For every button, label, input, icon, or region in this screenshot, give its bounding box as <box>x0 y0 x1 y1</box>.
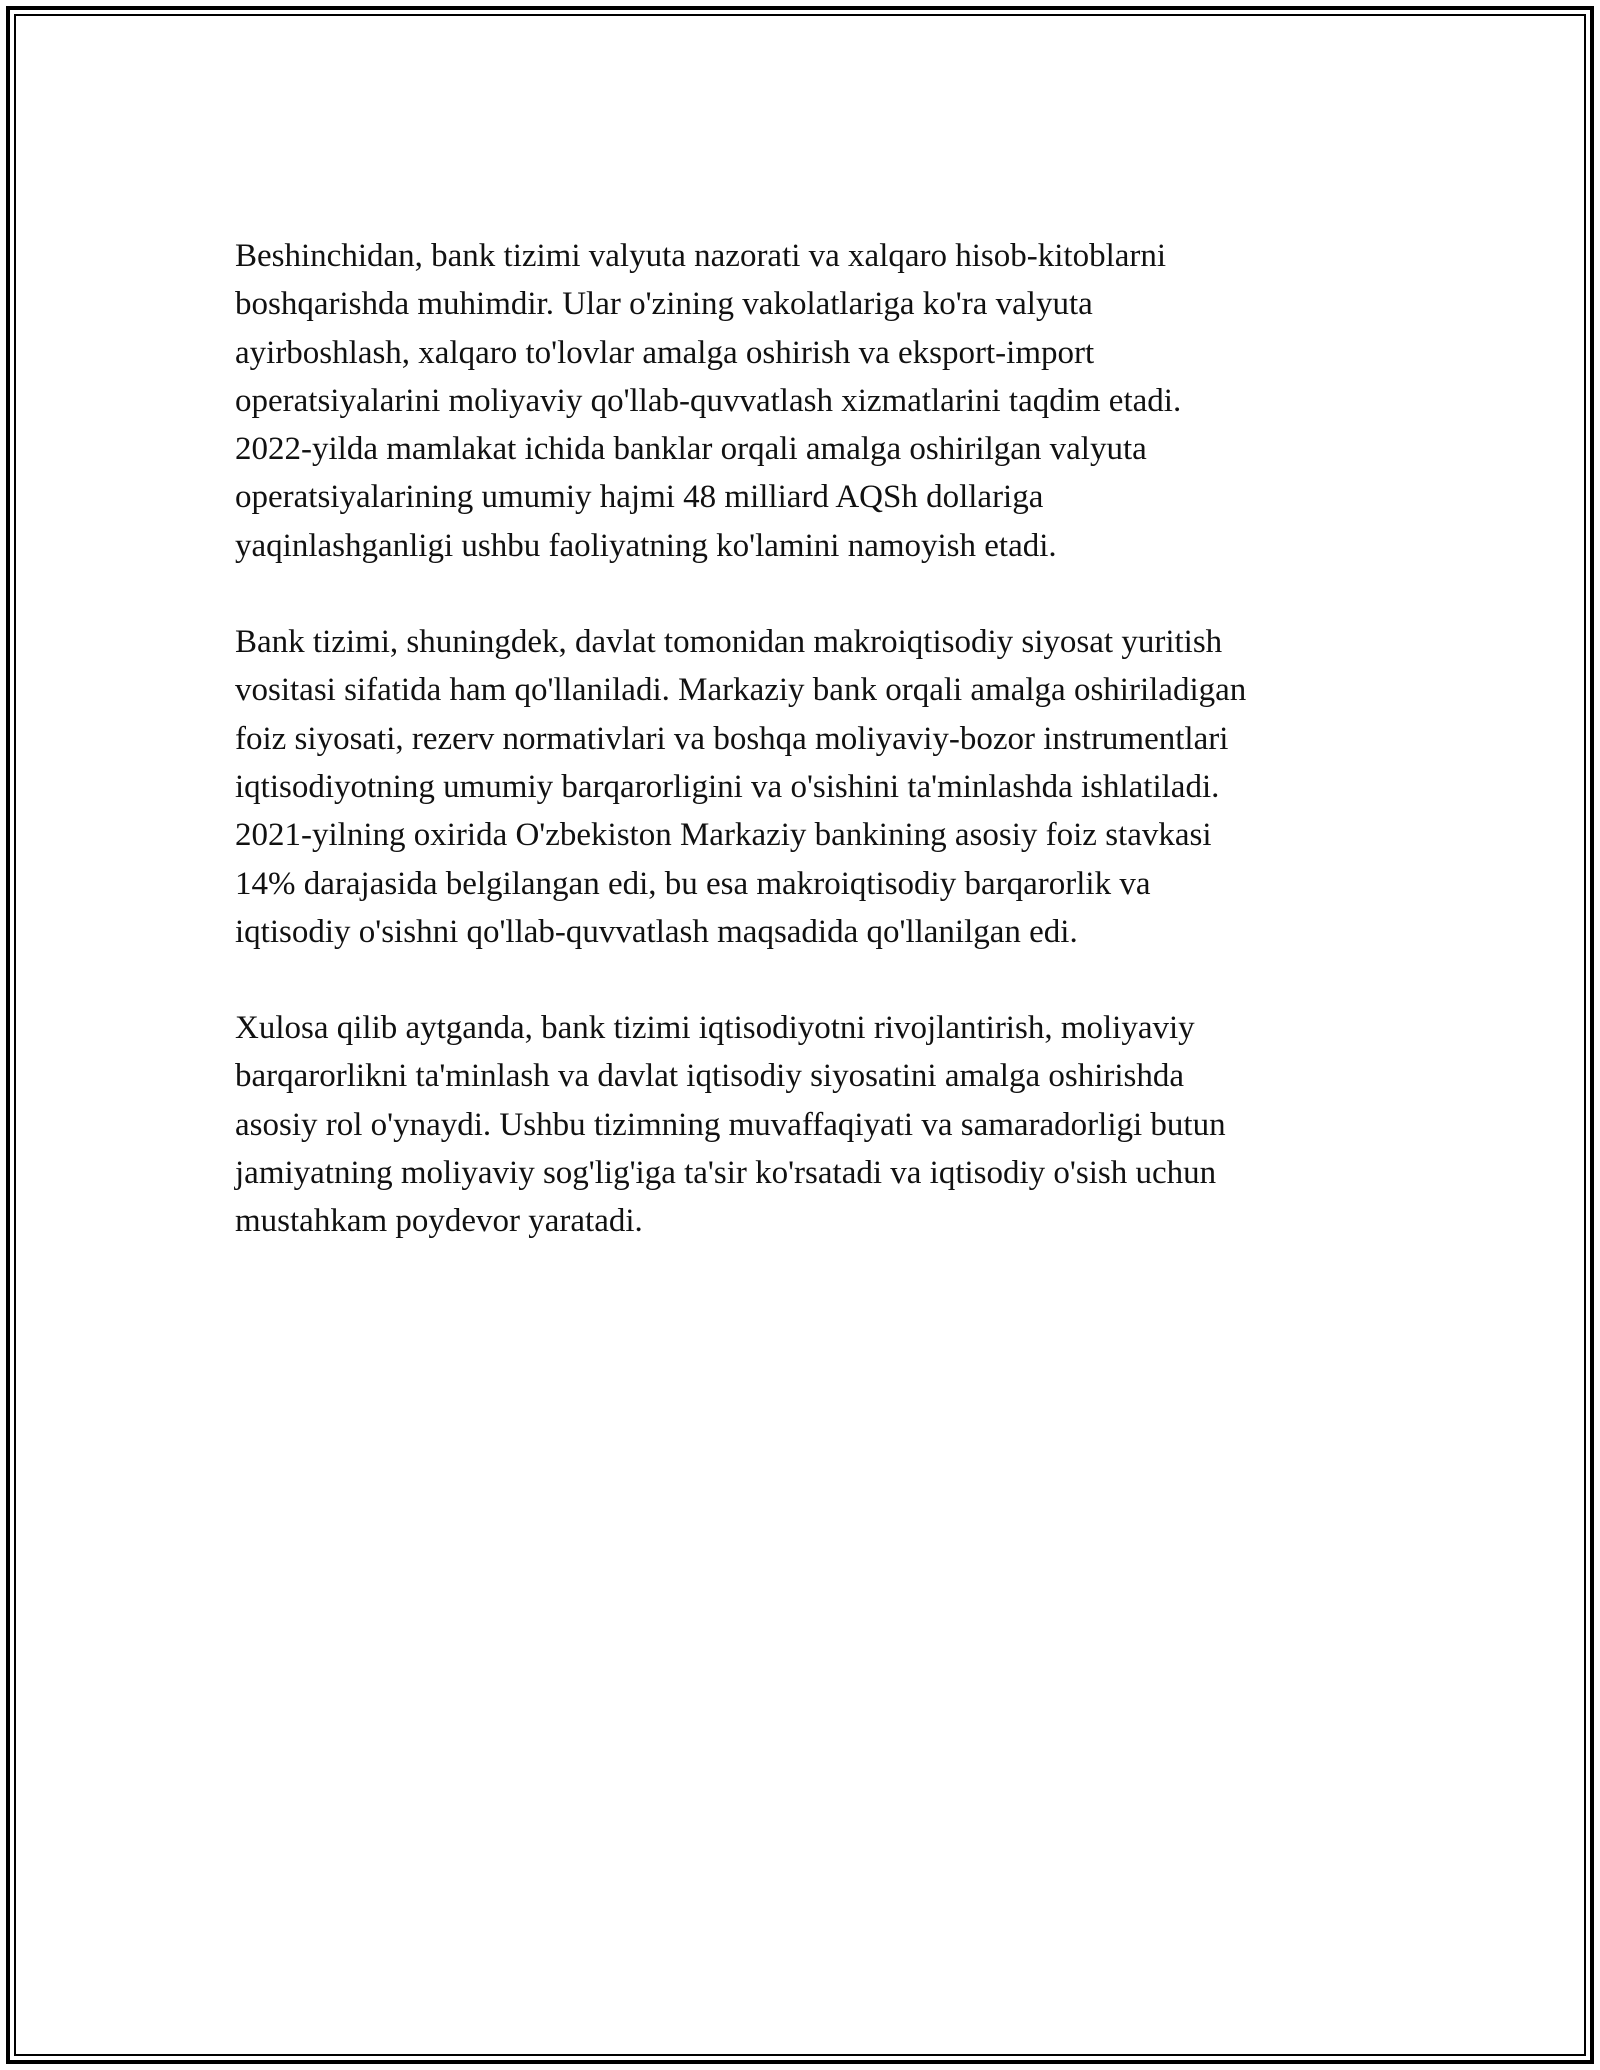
paragraph-currency-control: Beshinchidan, bank tizimi valyuta nazorati va xalqaro hisob-kitoblarni boshqarishda muhimdir. Ular o'zining vakolatlariga ko'ra valyuta ayirboshlash, xalqaro to'lovlar amalga oshirish va eksport-import operatsiyalarini moliyaviy qo'llab-quvvatlash xizmatlarini taqdim etadi. 2022-yilda mamlakat ichida banklar orqali amalga oshirilgan valyuta operatsiyalarining umumiy hajmi 48 milliard AQSh dollariga yaqinlashganligi ushbu faoliyatning ko'lamini namoyish etadi. <box>235 238 1182 564</box>
paragraph-conclusion: Xulosa qilib aytganda, bank tizimi iqtisodiyotni rivojlantirish, moliyaviy barqarorlikni ta'minlash va davlat iqtisodiy siyosatini amalga oshirishda asosiy rol o'ynaydi. Ushbu tizimning muvaffaqiyati va samaradorligi butun jamiyatning moliyaviy sog'lig'iga ta'sir ko'rsatadi va iqtisodiy o'sish uchun mustahkam poydevor yaratadi. <box>235 1010 1226 1240</box>
paragraph-macroeconomic-policy: Bank tizimi, shuningdek, davlat tomonidan makroiqtisodiy siyosat yuritish vositasi sifatida ham qo'llaniladi. Markaziy bank orqali amalga oshiriladigan foiz siyosati, rezerv normativlari va boshqa moliyaviy-bozor instrumentlari iqtisodiyotning umumiy barqarorligini va o'sishini ta'minlashda ishlatiladi. 2021-yilning oxirida O'zbekiston Markaziy bankining asosiy foiz stavkasi 14% darajasida belgilangan edi, bu esa makroiqtisodiy barqarorlik va iqtisodiy o'sishni qo'llab-quvvatlash maqsadida qo'llanilgan edi. <box>235 624 1247 950</box>
document-body <box>235 232 1415 1294</box>
